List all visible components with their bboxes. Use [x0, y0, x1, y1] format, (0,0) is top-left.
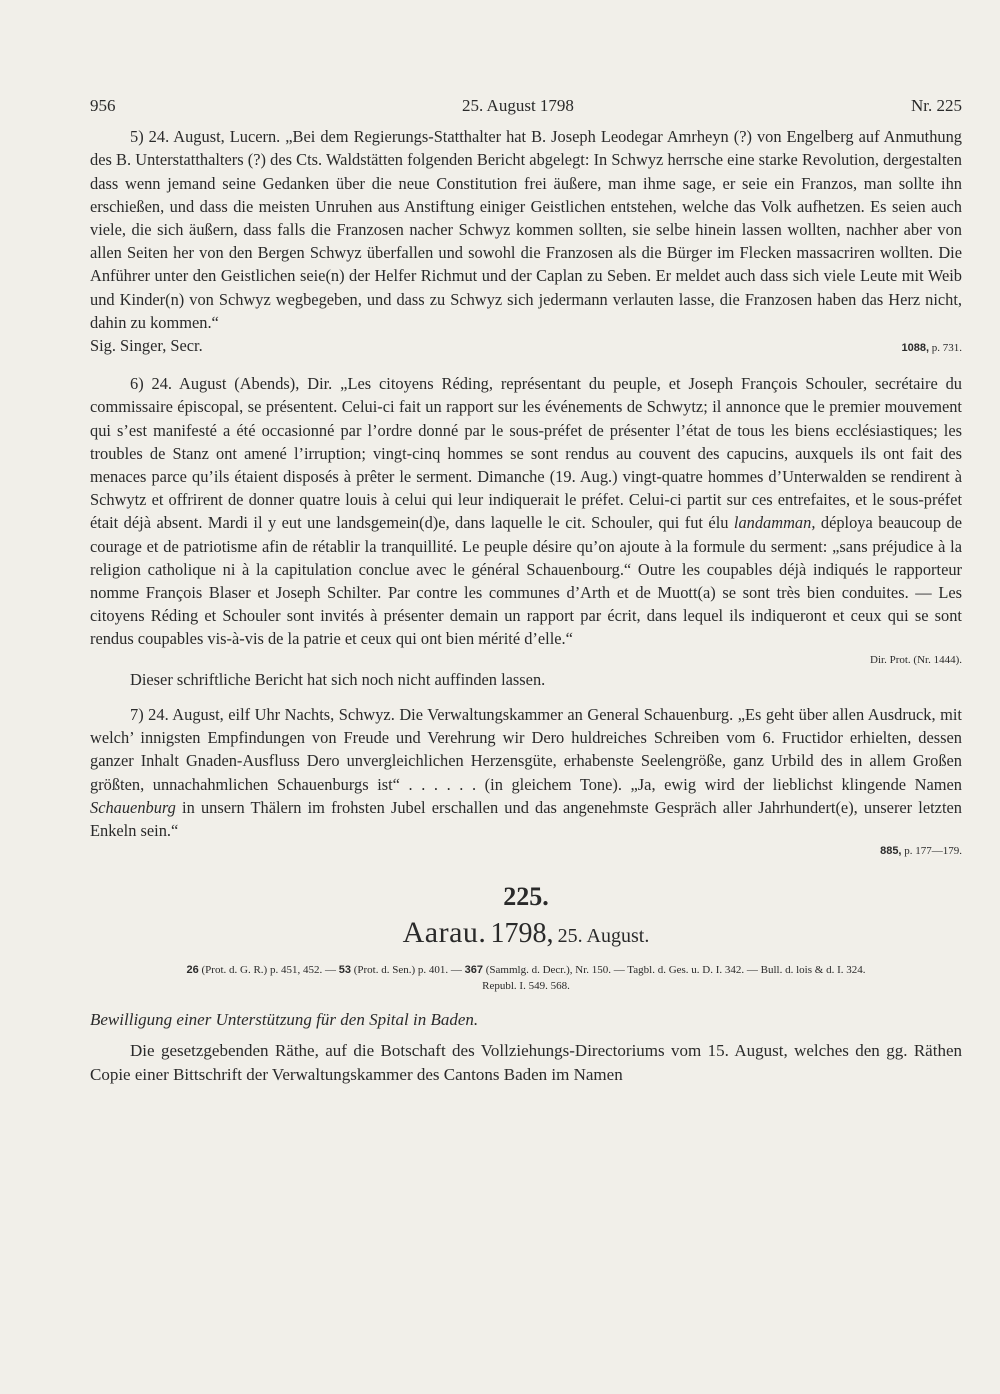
doc-title [90, 916, 962, 954]
header-date: 25. August 1798 [462, 96, 574, 115]
doc-ref-1-num: 26 [186, 963, 199, 976]
item-5-ref-page: p. 731. [931, 342, 962, 355]
doc-ref-1-text: (Prot. d. G. R.) p. 451, 452. — [198, 963, 339, 976]
page-number: 956 [90, 96, 116, 115]
doc-year: 1798, [490, 917, 554, 949]
doc-number: 225. [503, 881, 549, 911]
doc-refs-line-2: Republ. I. 549. 568. [482, 979, 570, 992]
item-5-signature-line [90, 334, 962, 360]
item-7-paragraph [90, 703, 962, 842]
item-5-ref-number: 1088, [901, 342, 929, 355]
item-6-paragraph [90, 372, 962, 650]
doc-ref-3-text: (Sammlg. d. Decr.), Nr. 150. — Tagbl. d. Ges. u. D. I. 342. — Bull. d. lois & d. I. 324. [483, 963, 866, 976]
item-7-name: Schauenburg [90, 797, 176, 817]
running-head [90, 94, 962, 117]
item-5-signature: Sig. Singer, Secr. [90, 336, 203, 356]
doc-ref-2-num: 53 [338, 963, 351, 976]
item-7-text-b: in unsern Thälern im frohsten Jubel erschallen und das angenehmste Gespräch aller Jahrhundert(e), unserer letzten Enkeln sein.“ [90, 797, 962, 841]
item-6-note: Dieser schriftliche Bericht hat sich noch nicht auffinden lassen. [130, 669, 546, 689]
item-5-paragraph: 5) 24. August, Lucern. „Bei dem Regierungs-Statthalter hat B. Joseph Leodegar Amrheyn (?) von Engelberg auf Anmuthung des B. Unterstatthalters (?) des Cts. Waldstätten folgenden Bericht abgelegt: In Schwyz herrsche eine starke Revolution, dergestalten dass wenn jemand seine Gedanken über die neue Constitution frei äußere, man ihme sage, er seie ein Franzos, man sollte ihn erschießen, und dass die meisten Unruhen aus Anstiftung einiger Geistlichen entstehen, welche das Volk aufhetzen. Es seien auch viele, die sich äußern, dass falls die Franzosen nacher Schwyz kommen sollten, sie selbe hinein lassen wollten, nachher aber von allen Seiten her von den Bergen Schwyz überfallen und sowohl die Franzosen als die Bürger im Flecken massacriren wollten. Die Anführer unter den Geistlichen seie(n) der Helfer Richmut und der Caplan zu Seben. Er meldet auch dass sich viele Leute mit Weib und Kinder(n) von Schwyz wegbegeben, und dass zu Schwyz sich jedermann verlauten lasse, die Franzosen haben das Herz nicht, dahin zu kommen.“ [90, 127, 962, 332]
doc-references [90, 962, 962, 994]
item-6-landamman: landamman, [733, 513, 816, 533]
doc-place: Aarau. [402, 915, 487, 949]
item-7-ref-page: p. 177—179. [904, 845, 962, 858]
item-7-ref-number: 885, [880, 845, 902, 858]
doc-ref-2-text: (Prot. d. Sen.) p. 401. — [350, 963, 465, 976]
item-5-source-ref [901, 337, 962, 360]
document-page [90, 94, 962, 1087]
doc-refs-line-1 [90, 962, 962, 978]
item-7-text-a: 7) 24. August, eilf Uhr Nachts, Schwyz. Die Verwaltungskammer an General Schauenburg. „Es geht über allen Ausdruck, mit welch’ innigsten Empfindungen von Freude und Verehrung wir Dero huldreiches Schreiben vom 6. Fructidor erhielten, dessen ganzer Inhalt Gnaden-Ausfluss Dero unvergleichlichen Herzensgüte, erhabenste Seelengröße, ganz Urbild des in allem Großen größten, unnachahmlichen Schauenburgs ist“ . . . . . . (in gleichem Tone). „Ja, ewig wird der lieblichst klingende Namen [90, 705, 962, 794]
doc-subject: Bewilligung einer Unterstützung für den Spital in Baden. [90, 1009, 479, 1029]
item-6-text-b: déploya beaucoup de courage et de patriotisme afin de rétablir la tranquillité. Le peuple désire qu’on ajoute à la formule du serment: „sans préjudice à la religion catholique ni à la capitulation conclue avec le général Schauenbourg.“ Outre les coupables déjà indiqués le rapporteur nomme François Blaser et Joseph Schilter. Par contre les communes d’Arth et de Muott(a) se sont très bien conduites. — Les citoyens Réding et Schouler sont invités à présenter demain un rapport par écrit, dans lequel ils indiqueront et ceux qui se sont rendus coupables vis-à-vis de la patrie et ceux qui ont bien mérité d’elle.“ [90, 513, 962, 649]
doc-body: Die gesetzgebenden Räthe, auf die Botschaft des Vollziehungs-Directoriums vom 15. August, welches den gg. Räthen Copie einer Bittschrift der Verwaltungskammer des Cantons Baden im Namen [90, 1040, 962, 1084]
item-6-text-a: 6) 24. August (Abends), Dir. „Les citoyens Réding, représentant du peuple, et Joseph François Schouler, secrétaire du commissaire épiscopal, se présentent. Celui-ci fait un rapport sur les événements de Schwytz; il annonce que le premier mouvement qui s’est manifesté a été occasionné par l’ordre donné par le sous-préfet de présenter l’état de tous les biens ecclésiastiques; les troubles de Stanz ont amené l’irruption; vingt-cinq hommes se sont rendus au couvent des capucins, auxquels ils ont fait des menaces parce qu’ils étaient disposés à prêter le serment. Dimanche (19. Aug.) vingt-quatre hommes d’Unterwalden se rendirent à Schwytz et offrirent de donner quatre louis à celui qui leur indiquerait le préfet. Celui-ci partit sur ces entrefaites, et le sous-préfet était déjà absent. Mardi il y eut une landsgemein(d)e, dans laquelle le cit. Schouler, qui fut élu [90, 374, 962, 533]
doc-date: 25. August. [557, 924, 650, 947]
document-number: Nr. 225 [911, 96, 962, 115]
doc-ref-3-num: 367 [464, 963, 483, 976]
item-7-source-ref [90, 840, 962, 863]
item-6-source-ref: Dir. Prot. (Nr. 1444). [870, 653, 962, 666]
